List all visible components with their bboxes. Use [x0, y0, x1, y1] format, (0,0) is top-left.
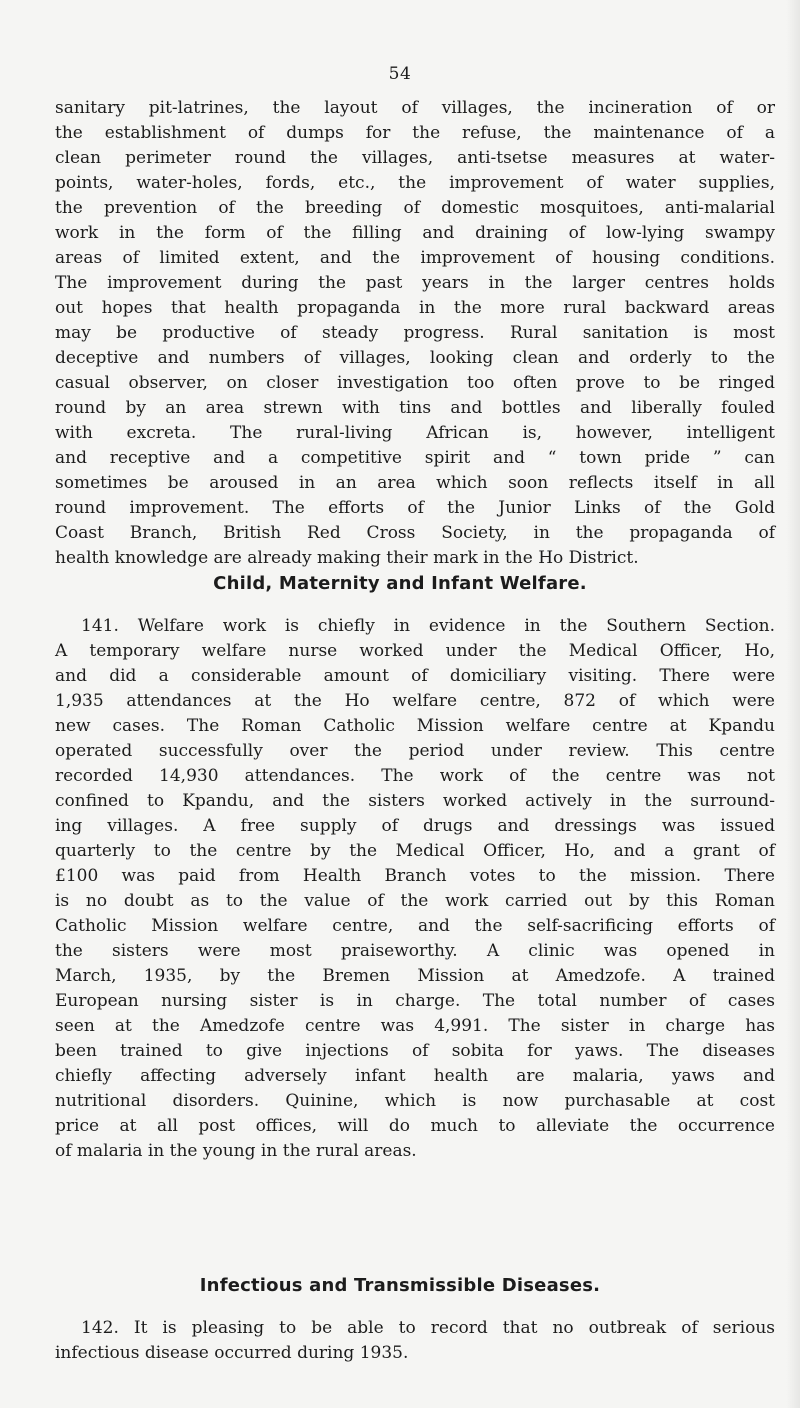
section-heading-infectious-diseases: Infectious and Transmissible Diseases.: [199, 1275, 601, 1296]
text-line: £100 was paid from Health Branch votes to the mission. There: [55, 866, 775, 886]
text-line: out hopes that health propaganda in the more rural backward areas: [55, 298, 775, 318]
text-line: points, water-holes, fords, etc., the improvement of water supplies,: [55, 173, 775, 193]
text-line: of malaria in the young in the rural areas.: [55, 1141, 417, 1161]
text-line: health knowledge are already making their mark in the Ho District.: [55, 548, 639, 568]
text-line: seen at the Amedzofe centre was 4,991. The sister in charge has: [55, 1016, 775, 1036]
text-line: Catholic Mission welfare centre, and the self-sacrificing efforts of: [55, 916, 775, 936]
text-line: A temporary welfare nurse worked under the Medical Officer, Ho,: [55, 641, 775, 661]
text-line: The improvement during the past years in the larger centres holds: [55, 273, 775, 293]
text-line: quarterly to the centre by the Medical Officer, Ho, and a grant of: [55, 841, 775, 861]
text-line: recorded 14,930 attendances. The work of the centre was not: [55, 766, 775, 786]
text-line: the sisters were most praiseworthy. A clinic was opened in: [55, 941, 775, 961]
text-line: may be productive of steady progress. Rural sanitation is most: [55, 323, 775, 343]
text-line: the prevention of the breeding of domestic mosquitoes, anti-malarial: [55, 198, 775, 218]
text-line: chiefly affecting adversely infant health are malaria, yaws and: [55, 1066, 775, 1086]
text-line: is no doubt as to the value of the work carried out by this Roman: [55, 891, 775, 911]
text-line: been trained to give injections of sobita for yaws. The diseases: [55, 1041, 775, 1061]
text-line: 142. It is pleasing to be able to record that no outbreak of serious: [81, 1318, 775, 1338]
infectious-diseases-paragraph: [55, 1316, 775, 1366]
text-line: sometimes be aroused in an area which soon reflects itself in all: [55, 473, 775, 493]
text-line: round improvement. The efforts of the Junior Links of the Gold: [55, 498, 775, 518]
intro-paragraph: [55, 96, 775, 571]
page-number: 54: [388, 64, 412, 84]
text-line: operated successfully over the period under review. This centre: [55, 741, 775, 761]
text-line: nutritional disorders. Quinine, which is now purchasable at cost: [55, 1091, 775, 1111]
text-line: round by an area strewn with tins and bottles and liberally fouled: [55, 398, 775, 418]
text-line: deceptive and numbers of villages, looking clean and orderly to the: [55, 348, 775, 368]
text-line: ing villages. A free supply of drugs and dressings was issued: [55, 816, 775, 836]
text-line: work in the form of the filling and draining of low-lying swampy: [55, 223, 775, 243]
text-line: March, 1935, by the Bremen Mission at Amedzofe. A trained: [55, 966, 775, 986]
child-welfare-paragraph: [55, 614, 775, 1164]
text-line: and did a considerable amount of domiciliary visiting. There were: [55, 666, 775, 686]
text-line: 141. Welfare work is chiefly in evidence in the Southern Section.: [81, 616, 775, 636]
text-line: clean perimeter round the villages, anti-tsetse measures at water-: [55, 148, 775, 168]
text-line: Coast Branch, British Red Cross Society, in the propaganda of: [55, 523, 775, 543]
text-line: casual observer, on closer investigation too often prove to be ringed: [55, 373, 775, 393]
text-line: 1,935 attendances at the Ho welfare centre, 872 of which were: [55, 691, 775, 711]
text-line: sanitary pit-latrines, the layout of villages, the incineration of or: [55, 98, 775, 118]
section-heading-child-welfare: Child, Maternity and Infant Welfare.: [213, 573, 587, 594]
text-line: new cases. The Roman Catholic Mission welfare centre at Kpandu: [55, 716, 775, 736]
text-line: areas of limited extent, and the improvement of housing conditions.: [55, 248, 775, 268]
page-edge-shadow: [786, 0, 800, 1408]
text-line: price at all post offices, will do much to alleviate the occurrence: [55, 1116, 775, 1136]
text-line: infectious disease occurred during 1935.: [55, 1343, 409, 1363]
text-line: confined to Kpandu, and the sisters worked actively in the surround-: [55, 791, 775, 811]
text-line: European nursing sister is in charge. The total number of cases: [55, 991, 775, 1011]
text-line: with excreta. The rural-living African is, however, intelligent: [55, 423, 775, 443]
text-line: the establishment of dumps for the refuse, the maintenance of a: [55, 123, 775, 143]
text-line: and receptive and a competitive spirit and “ town pride ” can: [55, 448, 775, 468]
